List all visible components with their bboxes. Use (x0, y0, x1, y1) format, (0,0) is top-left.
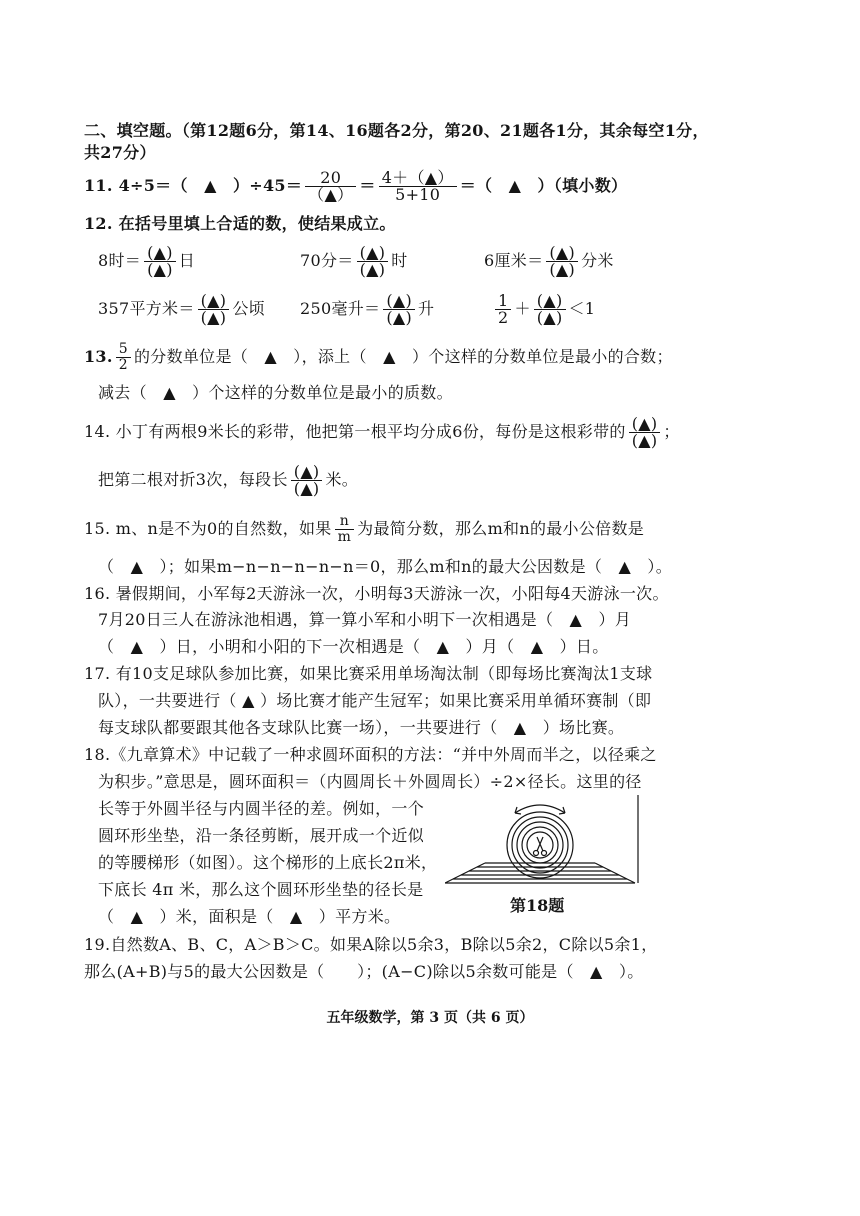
question-11: 11. 4÷5＝（ ▲ ）÷45＝ $\frac{20}{(▲)}$ ＝ $\frac{4+(▲)}{5+10}$ ＝（ ▲ ）（填小数） (84, 168, 628, 204)
section-heading-cont: 共27分） (84, 143, 156, 162)
question-16-line3: （ ▲ ）日，小明和小阳的下一次相遇是（ ▲ ）月（ ▲ ）日。 (98, 637, 609, 656)
q12-item-6: $\frac{1}{2}$ ＋ $\frac{(▲)}{(▲)}$ ＜1 (492, 291, 595, 327)
q12-item-1: 8时＝ $\frac{(▲)}{(▲)}$ 日 (98, 243, 196, 279)
question-16-line1: 16. 暑假期间，小军每2天游泳一次，小明每3天游泳一次，小阳每4天游泳一次。 (84, 584, 669, 603)
q15-fraction: $\frac{n}{m}$ (335, 514, 355, 545)
question-17-line1: 17. 有10支足球队参加比赛，如果比赛采用单场淘汰制（即每场比赛淘汰1支球 (84, 664, 653, 683)
question-17-line3: 每支球队都要跟其他各支球队比赛一场），一共要进行（ ▲ ）场比赛。 (98, 718, 625, 737)
question-18-line2: 为积步。”意思是，圆环面积＝（内圆周长＋外圆周长）÷2×径长。这里的径 (98, 772, 642, 791)
q12-item-3: 6厘米＝ $\frac{(▲)}{(▲)}$ 分米 (484, 243, 614, 279)
question-13: 13. $\frac{5}{2}$ 的分数单位是（ ▲ ），添上（ ▲ ）个这样的分数单位是最小的合数； (84, 341, 673, 373)
q12-item-2: 70分＝ $\frac{(▲)}{(▲)}$ 时 (300, 243, 408, 279)
question-13-line2: 减去（ ▲ ）个这样的分数单位是最小的质数。 (98, 383, 453, 402)
q14-fraction-2: $\frac{(▲)}{(▲)}$ (291, 464, 323, 497)
question-14-line1: 14. 小丁有两根9米长的彩带，他把第一根平均分成6份，每份是这根彩带的 $\frac{(▲)}{(▲)}$ ； (84, 414, 680, 450)
question-19-line2: 那么(A+B)与5的最大公因数是（ ）；(A−C)除以5余数可能是（ ▲ ）。 (84, 962, 644, 981)
question-15-line1: 15. m、n是不为0的自然数，如果 $\frac{n}{m}$ 为最简分数，那么m和n的最小公倍数是 (84, 513, 645, 545)
question-19-line1: 19.自然数A、B、C，A＞B＞C。如果A除以5余3，B除以5余2，C除以5余1， (84, 935, 658, 954)
q11-fraction-1: $\frac{20}{(▲)}$ (305, 170, 356, 203)
question-18-line4: 圆环形坐垫，沿一条径剪断，展开成一个近似 (98, 826, 425, 845)
q12-item-4: 357平方米＝ $\frac{(▲)}{(▲)}$ 公顷 (98, 291, 265, 327)
question-17-line2: 队），一共要进行（ ▲ ）场比赛才能产生冠军；如果比赛采用单循环赛制（即 (98, 691, 652, 710)
page-footer: 五年级数学，第 3 页（共 6 页） (326, 1010, 534, 1026)
question-18-line7: （ ▲ ）米，面积是（ ▲ ）平方米。 (98, 907, 401, 926)
question-18-line1: 18.《九章算术》中记载了一种求圆环面积的方法：“并中外周而半之，以径乘之 (84, 745, 657, 764)
question-18-line3: 长等于外圆半径与内圆半径的差。例如，一个 (98, 799, 425, 818)
question-16-line2: 7月20日三人在游泳池相遇，算一算小军和小明下一次相遇是（ ▲ ）月 (98, 610, 632, 629)
ring-cushion-figure (445, 795, 645, 890)
question-18-line6: 下底长 4π 米，那么这个圆环形坐垫的径长是 (98, 880, 424, 899)
q11-tail: ＝（ ▲ ）（填小数） (459, 176, 628, 195)
question-14-line2: 把第二根对折3次，每段长 $\frac{(▲)}{(▲)}$ 米。 (98, 462, 359, 498)
question-15-line2: （ ▲ ）；如果m−n−n−n−n−n＝0，那么m和n的最大公因数是（ ▲ ）。 (98, 557, 672, 576)
question-18-line5: 的等腰梯形（如图）。这个梯形的上底长2π米， (98, 853, 438, 872)
scissors-icon (534, 837, 547, 856)
q11-fraction-2: $\frac{4+(▲)}{5+10}$ (379, 170, 457, 203)
q14-fraction-1: $\frac{(▲)}{(▲)}$ (629, 416, 661, 449)
q11-lead: 11. 4÷5＝（ ▲ ）÷45＝ (84, 176, 303, 195)
figure-caption: 第18题 (510, 896, 565, 915)
q12-item-5: 250毫升＝ $\frac{(▲)}{(▲)}$ 升 (300, 291, 435, 327)
question-12-stem: 12. 在括号里填上合适的数，使结果成立。 (84, 214, 396, 233)
q13-fraction: $\frac{5}{2}$ (116, 342, 131, 373)
section-heading: 二、填空题。（第12题6分，第14、16题各2分，第20、21题各1分，其余每空1分， (84, 121, 709, 140)
